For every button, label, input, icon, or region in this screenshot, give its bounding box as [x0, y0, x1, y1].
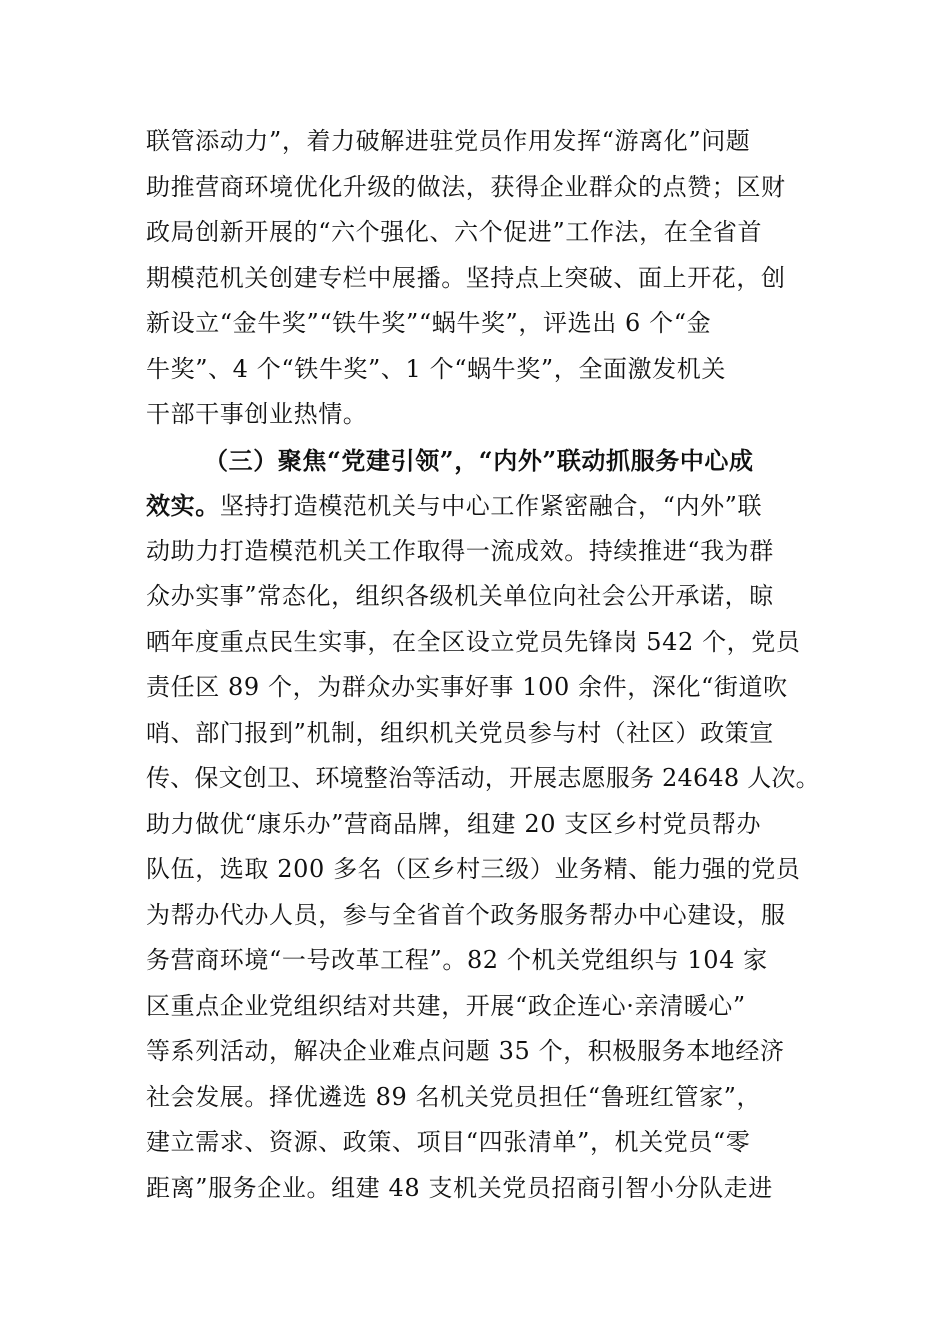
section-heading-continued: 效实。	[146, 491, 220, 520]
text-line: 联管添动力”，着力破解进驻党员作用发挥“游离化”问题	[146, 127, 751, 155]
text-line: 助力做优“康乐办”营商品牌，组建 20 支区乡村党员帮办	[146, 809, 762, 838]
text-line: 建立需求、资源、政策、项目“四张清单”，机关党员“零	[146, 1128, 751, 1156]
text-line: 助推营商环境优化升级的做法，获得企业群众的点赞；区财	[146, 172, 786, 201]
text-line: 等系列活动，解决企业难点问题 35 个，积极服务本地经济	[146, 1037, 785, 1065]
text-line: 众办实事”常态化，组织各级机关单位向社会公开承诺，晾	[146, 582, 774, 610]
text-line: 哨、部门报到”机制，组织机关党员参与村（社区）政策宣	[146, 718, 774, 747]
text-run: 坚持打造模范机关与中心工作紧密融合，“内外”联	[219, 492, 763, 520]
text-line	[146, 483, 846, 529]
text-line: 传、保文创卫、环境整治等活动，开展志愿服务 24648 人次。	[146, 764, 820, 792]
section-heading: （三）聚焦“党建引领”，“内外”联动抓服务中心成	[204, 445, 754, 475]
text-line: 新设立“金牛奖”“铁牛奖”“蜗牛奖”，评选出 6 个“金	[146, 309, 712, 337]
body-text	[146, 119, 846, 1211]
text-line: 区重点企业党组织结对共建，开展“政企连心·亲清暖心”	[146, 991, 746, 1020]
text-line: 干部干事创业热情。	[146, 400, 368, 428]
text-line: 政局创新开展的“六个强化、六个促进”工作法，在全省首	[146, 218, 763, 246]
text-line: 务营商环境“一号改革工程”。82 个机关党组织与 104 家	[146, 946, 768, 974]
text-line: 距离”服务企业。组建 48 支机关党员招商引智小分队走进	[146, 1173, 773, 1202]
text-line: 责任区 89 个，为群众办实事好事 100 余件，深化“街道吹	[146, 673, 788, 701]
text-line: 动助力打造模范机关工作取得一流成效。持续推进“我为群	[146, 536, 774, 565]
text-line: 队伍，选取 200 多名（区乡村三级）业务精、能力强的党员	[146, 855, 801, 883]
text-line: 牛奖”、4 个“铁牛奖”、1 个“蜗牛奖”，全面激发机关	[146, 354, 726, 383]
text-line: 社会发展。择优遴选 89 名机关党员担任“鲁班红管家”，	[146, 1082, 762, 1111]
text-line: 为帮办代办人员，参与全省首个政务服务帮办中心建设，服	[146, 900, 786, 929]
text-line: 期模范机关创建专栏中展播。坚持点上突破、面上开花，创	[146, 263, 786, 292]
text-line: 晒年度重点民生实事，在全区设立党员先锋岗 542 个，党员	[146, 627, 801, 656]
